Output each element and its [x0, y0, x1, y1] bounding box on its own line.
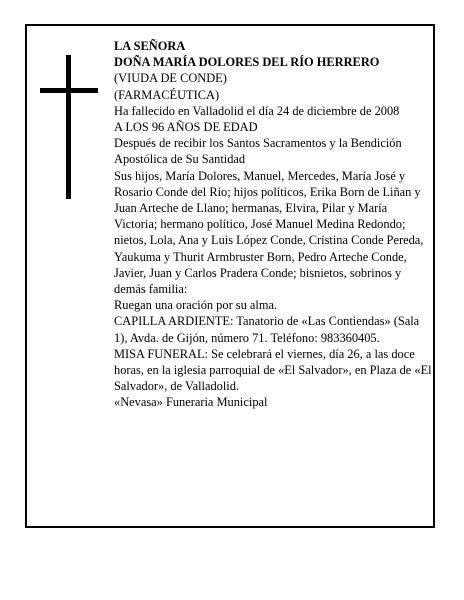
notice-text-block — [114, 38, 432, 411]
death-statement: Ha fallecido en Valladolid el día 24 de diciembre de 2008 — [114, 103, 400, 118]
cross-horizontal-bar — [40, 88, 98, 93]
age: A LOS 96 AÑOS DE EDAD — [114, 120, 258, 135]
widow-of: (VIUDA DE CONDE) — [114, 71, 227, 86]
funeral-home: «Nevasa» Funeraria Municipal — [114, 395, 268, 410]
cross-vertical-bar — [66, 55, 71, 199]
obituary-notice — [25, 24, 435, 528]
sacraments-statement: Después de recibir los Santos Sacramentos y la Bendición Apostólica de Su Santidad — [114, 136, 402, 167]
profession: (FARMACÉUTICA) — [114, 87, 220, 102]
family-list: Sus hijos, María Dolores, Manuel, Mercedes, María José y Rosario Conde del Río; hijos políticos, Erika Born de Liñan y Juan Arteche de Llano; hermanas, Elvira, Pilar y María Victoria; hermano político, José Manuel Medina Redondo; nietos, Lola, Ana y Luis López Conde, Cristina Conde Pereda, Yaukuma y Thurit Armbruster Born, Pedro Arteche Conde, Javier, Juan y Carlos Pradera Conde; bisnietos, sobrinos y demás familia: — [114, 168, 424, 297]
cross-icon — [40, 55, 98, 199]
honorific: LA SEÑORA — [114, 39, 186, 53]
prayer-request: Ruegan una oración por su alma. — [114, 298, 278, 313]
funeral-mass-info: MISA FUNERAL: Se celebrará el viernes, día 26, a las doce horas, en la iglesia parroquial de «El Salvador», en Plaza de «El Salvador», de Valladolid. — [114, 346, 432, 394]
deceased-name: DOÑA MARÍA DOLORES DEL RÍO HERRERO — [114, 55, 380, 70]
chapel-info: CAPILLA ARDIENTE: Tanatorio de «Las Contiendas» (Sala 1), Avda. de Gijón, número 71. Teléfono: 983360405. — [114, 314, 420, 345]
